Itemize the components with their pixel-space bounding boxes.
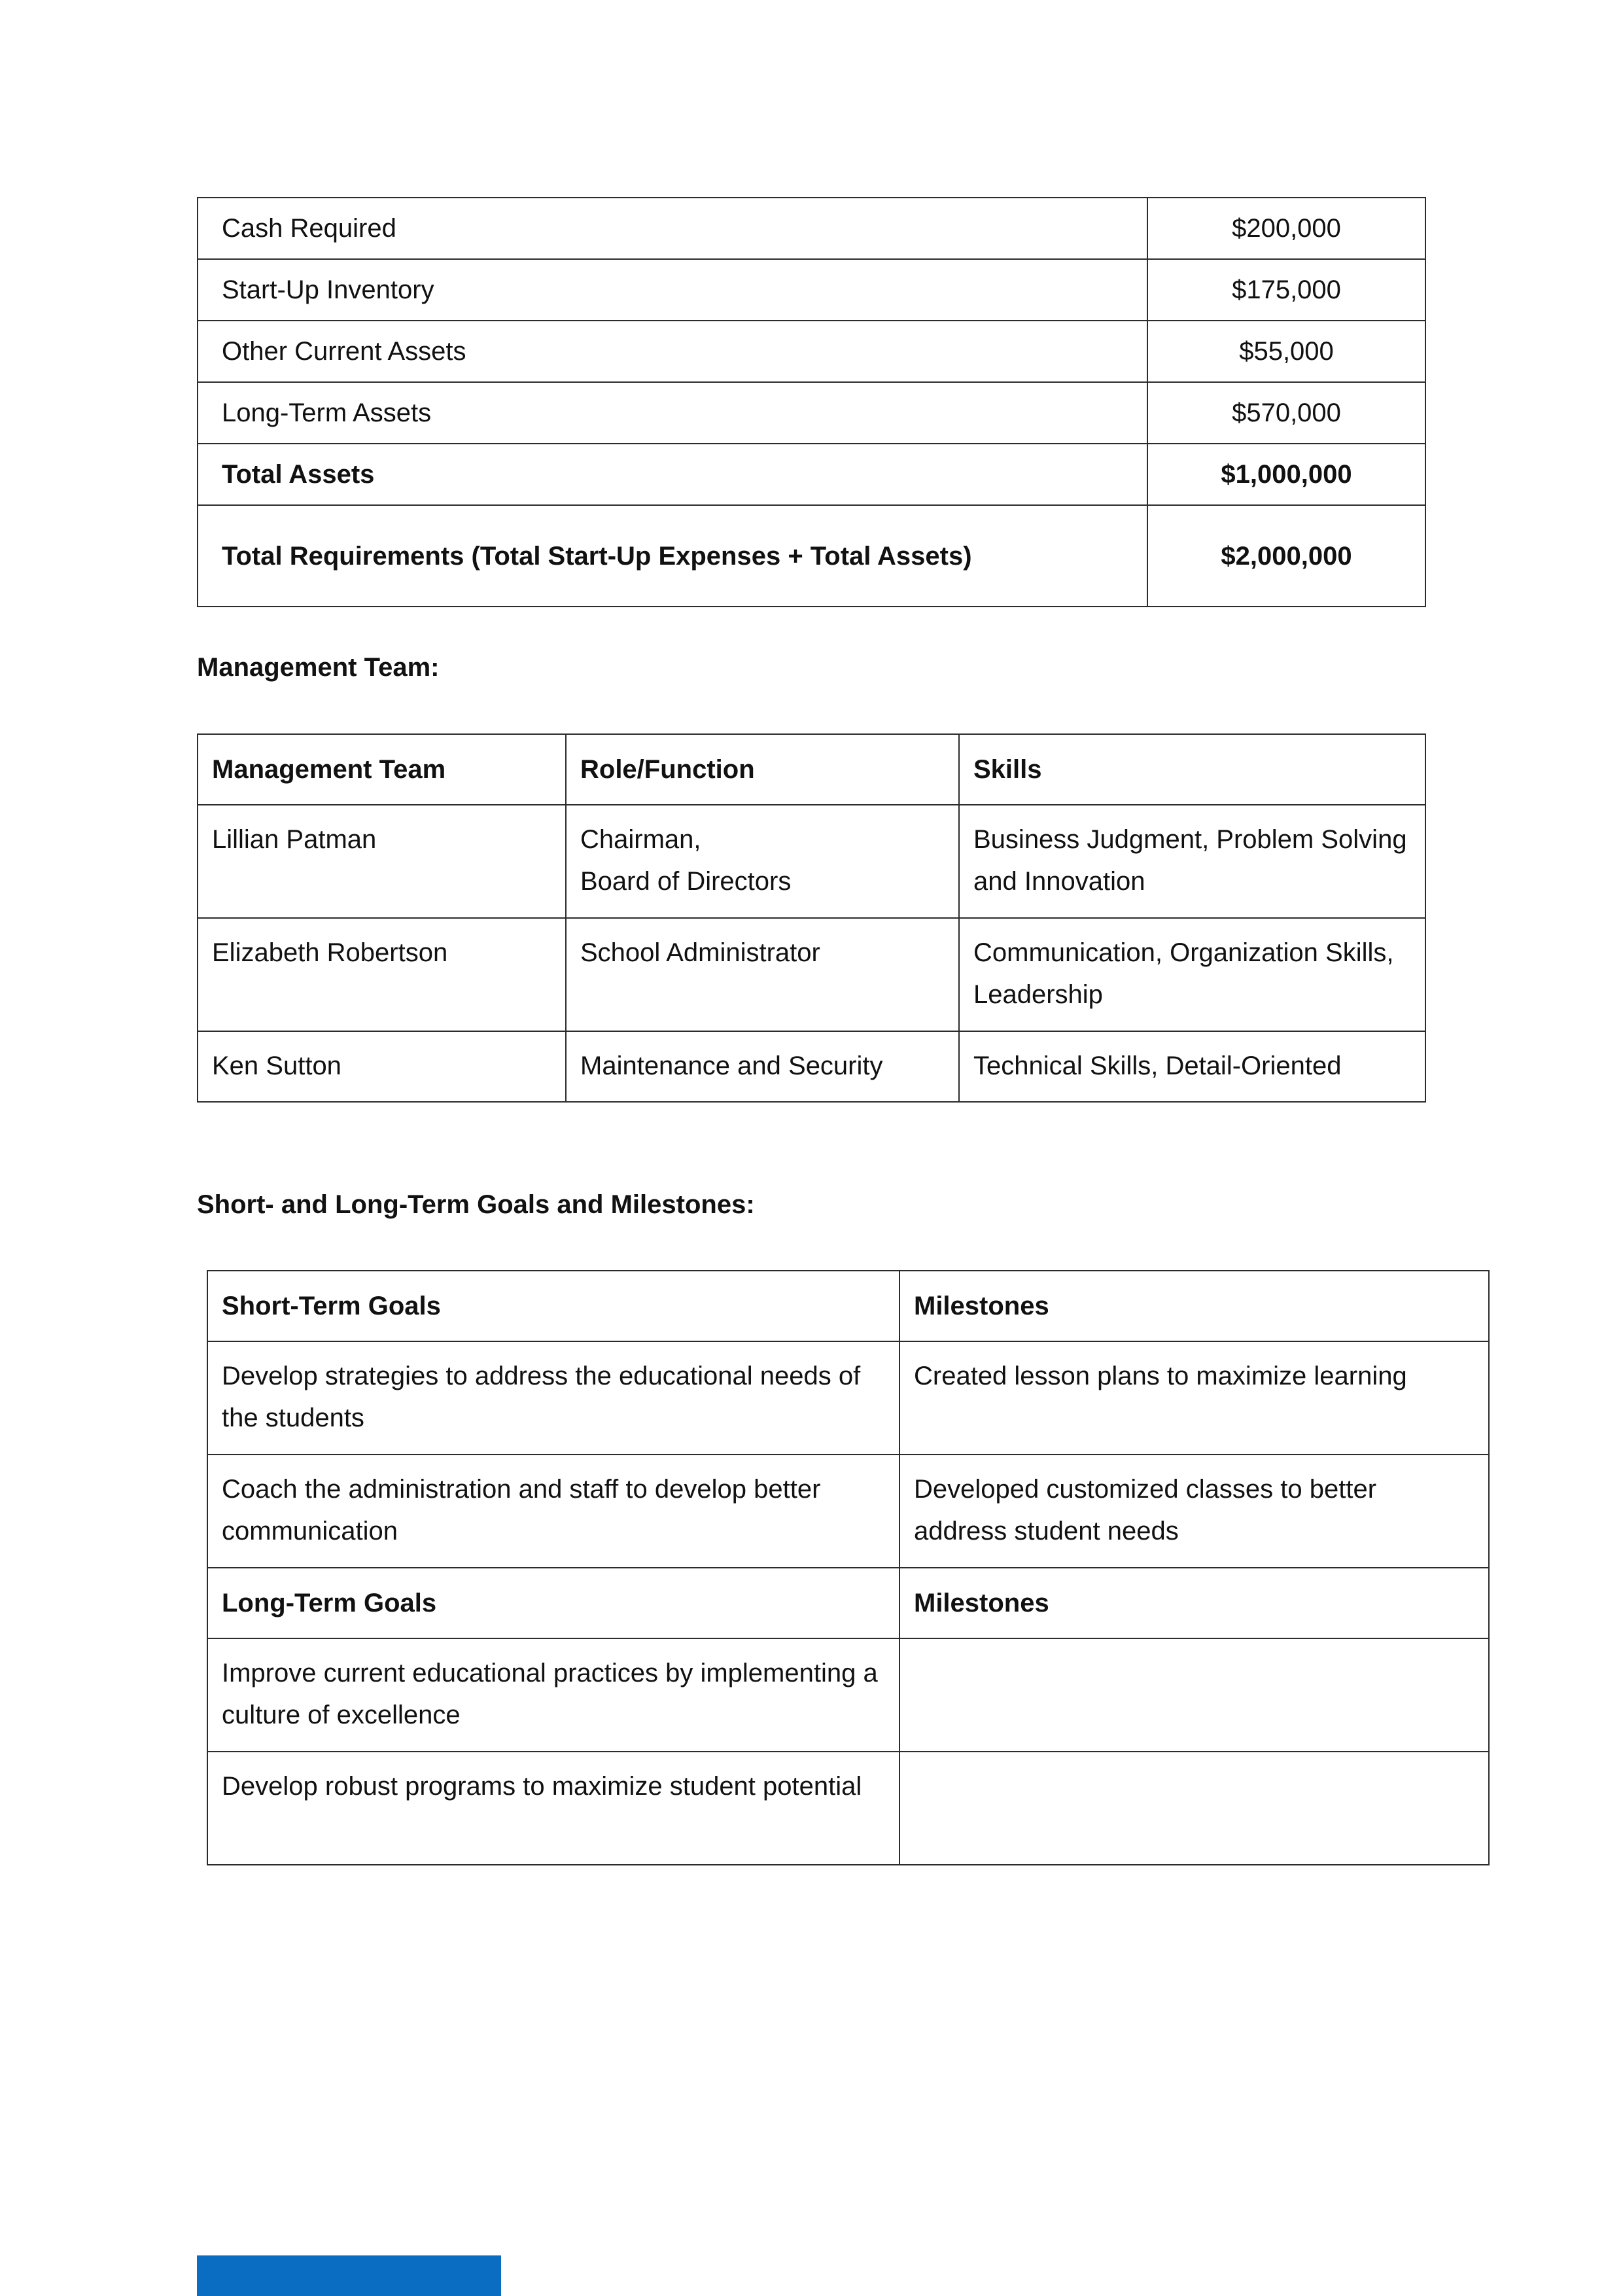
asset-amount: $200,000 — [1147, 198, 1425, 259]
column-header: Milestones — [899, 1568, 1489, 1638]
table-header-row — [207, 1568, 1489, 1638]
table-header-row — [198, 734, 1425, 805]
member-role — [566, 805, 959, 918]
table-row — [198, 259, 1425, 321]
asset-amount: $2,000,000 — [1147, 505, 1425, 607]
table-row — [207, 1341, 1489, 1455]
asset-amount: $55,000 — [1147, 321, 1425, 382]
table-row — [198, 918, 1425, 1031]
asset-amount: $175,000 — [1147, 259, 1425, 321]
table-row — [207, 1752, 1489, 1865]
total-assets-row — [198, 444, 1425, 505]
member-skills: Technical Skills, Detail-Oriented — [959, 1031, 1425, 1102]
member-role: School Administrator — [566, 918, 959, 1031]
goals-table — [207, 1270, 1490, 1865]
column-header: Role/Function — [566, 734, 959, 805]
milestone-cell: Created lesson plans to maximize learning — [899, 1341, 1489, 1455]
column-header: Long-Term Goals — [207, 1568, 899, 1638]
member-name: Lillian Patman — [198, 805, 566, 918]
member-name: Ken Sutton — [198, 1031, 566, 1102]
member-role: Maintenance and Security — [566, 1031, 959, 1102]
goal-cell: Improve current educational practices by implementing a culture of excellence — [207, 1638, 899, 1752]
goal-cell: Coach the administration and staff to develop better communication — [207, 1455, 899, 1568]
assets-table — [197, 197, 1426, 607]
asset-label: Total Assets — [198, 444, 1147, 505]
asset-label: Start-Up Inventory — [198, 259, 1147, 321]
table-row — [198, 382, 1425, 444]
management-table — [197, 733, 1426, 1103]
asset-amount: $1,000,000 — [1147, 444, 1425, 505]
milestone-cell: Developed customized classes to better address student needs — [899, 1455, 1489, 1568]
goal-cell: Develop robust programs to maximize student potential — [207, 1752, 899, 1865]
goals-heading: Short- and Long-Term Goals and Milestones: — [197, 1190, 755, 1219]
column-header: Short-Term Goals — [207, 1271, 899, 1341]
role-line: Board of Directors — [580, 867, 792, 896]
table-row — [207, 1638, 1489, 1752]
asset-amount: $570,000 — [1147, 382, 1425, 444]
footer-accent-bar — [197, 2255, 501, 2296]
asset-label: Total Requirements (Total Start-Up Expenses + Total Assets) — [198, 505, 1147, 607]
table-row — [198, 198, 1425, 259]
asset-label: Other Current Assets — [198, 321, 1147, 382]
table-row — [207, 1455, 1489, 1568]
total-requirements-row — [198, 505, 1425, 607]
asset-label: Long-Term Assets — [198, 382, 1147, 444]
member-name: Elizabeth Robertson — [198, 918, 566, 1031]
goal-cell: Develop strategies to address the educational needs of the students — [207, 1341, 899, 1455]
column-header: Skills — [959, 734, 1425, 805]
member-skills: Business Judgment, Problem Solving and Innovation — [959, 805, 1425, 918]
table-header-row — [207, 1271, 1489, 1341]
milestone-cell — [899, 1638, 1489, 1752]
milestone-cell — [899, 1752, 1489, 1865]
management-heading: Management Team: — [197, 653, 440, 682]
asset-label: Cash Required — [198, 198, 1147, 259]
member-skills: Communication, Organization Skills, Leadership — [959, 918, 1425, 1031]
table-row — [198, 805, 1425, 918]
column-header: Management Team — [198, 734, 566, 805]
table-row — [198, 1031, 1425, 1102]
column-header: Milestones — [899, 1271, 1489, 1341]
role-line: Chairman, — [580, 825, 701, 854]
table-row — [198, 321, 1425, 382]
